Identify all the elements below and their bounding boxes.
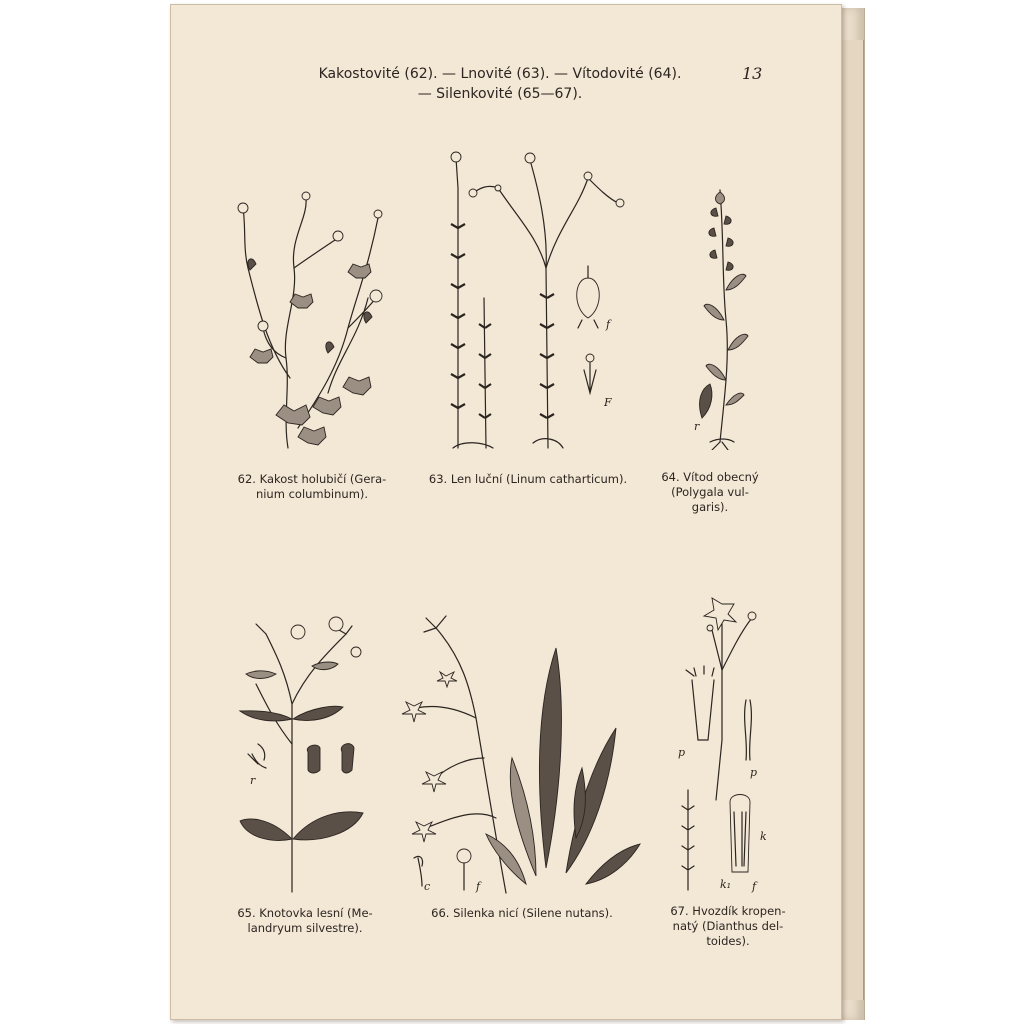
page-number: 13 <box>742 64 763 83</box>
fig67-label-p-left: p <box>678 746 686 759</box>
figure-63-caption-line-1: 63. Len luční (Linum catharticum). <box>428 472 628 486</box>
figure-67-dianthus-illustration <box>672 590 776 894</box>
linum-leaves <box>451 224 554 418</box>
fig67-label-k: k <box>760 830 767 843</box>
figure-62-caption-line-2: nium columbinum). <box>255 487 369 501</box>
figure-64-caption <box>652 470 768 515</box>
page-header <box>300 64 700 104</box>
figure-67-caption <box>668 904 788 949</box>
fig63-label-f-upper: f <box>606 318 611 331</box>
figure-63-linum-illustration <box>438 148 638 458</box>
fig66-label-f: f <box>476 880 481 893</box>
figure-62-geranium-illustration <box>228 178 398 456</box>
figure-63-caption <box>418 472 638 487</box>
fig64-label-r: r <box>694 420 700 433</box>
fig66-label-c: c <box>424 880 431 893</box>
figure-62-caption-line-1: 62. Kakost holubičí (Gera- <box>237 472 387 486</box>
figure-65-caption <box>230 906 380 936</box>
figure-65-caption-line-1: 65. Knotovka lesní (Me- <box>237 906 373 920</box>
figure-66-caption-line-1: 66. Silenka nicí (Silene nutans). <box>431 906 613 920</box>
fig63-label-f-lower: F <box>604 396 612 409</box>
fig67-label-k1: k₁ <box>720 878 732 891</box>
figure-62-caption <box>222 472 402 502</box>
fig67-label-f: f <box>752 880 757 893</box>
figure-66-silene-illustration <box>396 608 646 898</box>
figure-67-caption-line-1: 67. Hvozdík kropen- <box>670 904 786 918</box>
figure-67-caption-line-2: natý (Dianthus del- <box>672 919 784 933</box>
figure-64-caption-line-3: garis). <box>691 500 729 514</box>
figure-66-caption <box>404 906 640 921</box>
fig67-label-p-right: p <box>750 766 758 779</box>
figure-64-polygala-illustration <box>690 180 762 450</box>
figure-65-caption-line-2: landryum silvestre). <box>247 921 363 935</box>
figure-65-melandryum-illustration <box>236 604 368 894</box>
figure-64-caption-line-1: 64. Vítod obecný <box>661 470 759 484</box>
fig65-label-r: r <box>250 774 256 787</box>
figure-67-caption-line-3: toides). <box>706 934 750 948</box>
header-line-1: Kakostovité (62). — Lnovité (63). — Vítodovité (64). <box>318 66 682 82</box>
figure-64-caption-line-2: (Polygala vul- <box>671 485 749 499</box>
header-line-2: — Silenkovité (65—67). <box>417 86 583 102</box>
